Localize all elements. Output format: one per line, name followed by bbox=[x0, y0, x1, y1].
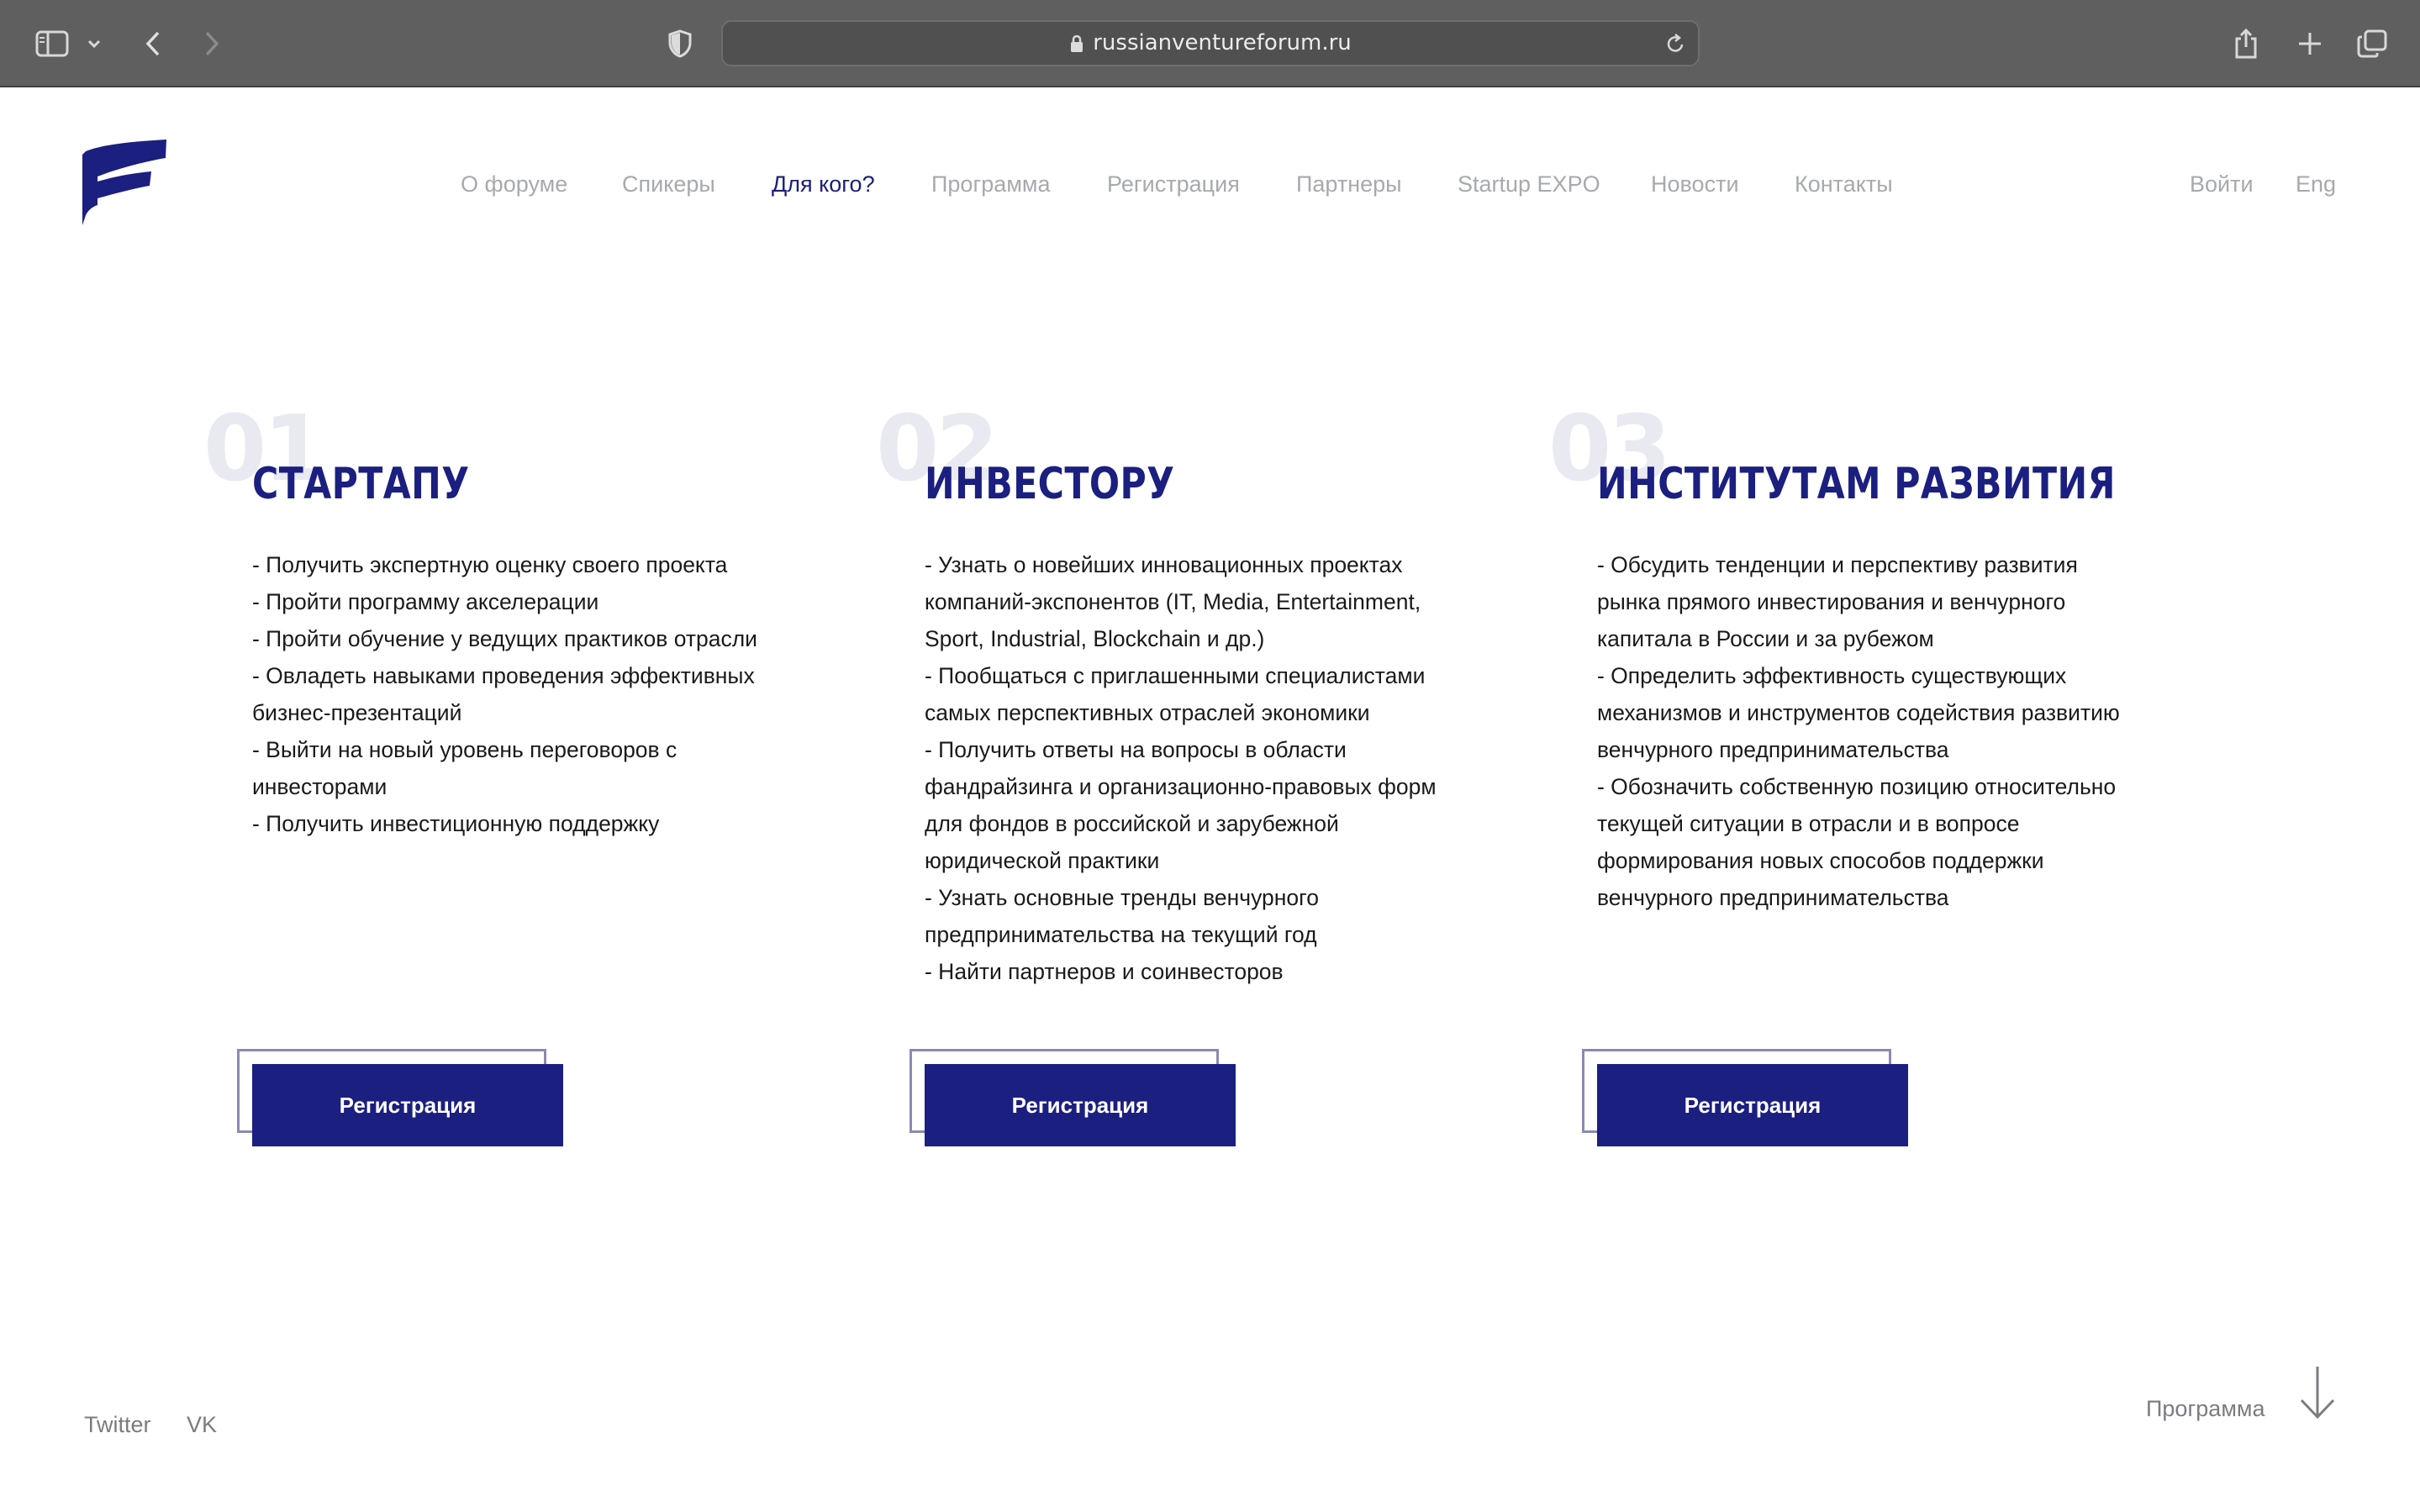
url-label: russianventureforum.ru bbox=[1093, 30, 1352, 55]
benefit-line: - Овладеть навыками проведения эффективных bbox=[252, 663, 755, 688]
register-button-group bbox=[909, 1049, 1237, 1146]
address-bar[interactable] bbox=[721, 20, 1700, 66]
nav-item-for-whom[interactable]: Для кого? bbox=[772, 171, 875, 197]
back-icon[interactable] bbox=[140, 22, 166, 66]
benefit-line: для фондов в российской и зарубежной bbox=[925, 811, 1339, 836]
reload-icon[interactable] bbox=[1664, 32, 1686, 55]
benefit-line: - Пройти обучение у ведущих практиков отрасли bbox=[252, 626, 757, 651]
column-title: ИНСТИТУТАМ РАЗВИТИЯ bbox=[1597, 459, 2116, 509]
benefit-line: капитала в России и за рубежом bbox=[1597, 626, 1934, 651]
forum-logo[interactable] bbox=[82, 140, 171, 225]
next-section-label[interactable]: Программа bbox=[2146, 1396, 2265, 1421]
login-link[interactable]: Войти bbox=[2190, 171, 2254, 197]
new-tab-icon[interactable] bbox=[2295, 22, 2325, 66]
forward-icon[interactable] bbox=[198, 22, 225, 66]
benefit-line: - Получить ответы на вопросы в области bbox=[925, 737, 1347, 762]
column-number: 01 bbox=[203, 397, 324, 502]
benefit-line: бизнес-презентаций bbox=[252, 700, 462, 725]
benefit-line: венчурного предпринимательства bbox=[1597, 737, 1949, 762]
lock-icon bbox=[1069, 34, 1084, 54]
nav-item-news[interactable]: Новости bbox=[1651, 171, 1739, 197]
benefit-line: - Узнать основные тренды венчурного bbox=[925, 885, 1319, 910]
audience-column-startup bbox=[203, 397, 792, 1160]
register-button-group bbox=[237, 1049, 565, 1146]
social-link-twitter[interactable]: Twitter bbox=[84, 1412, 151, 1437]
nav-item-about[interactable]: О форуме bbox=[461, 171, 568, 197]
nav-item-startup-expo[interactable]: Startup EXPO bbox=[1458, 171, 1600, 197]
tab-overview-icon[interactable] bbox=[2355, 22, 2389, 66]
benefit-line: рынка прямого инвестирования и венчурного bbox=[1597, 589, 2066, 614]
nav-item-program[interactable]: Программа bbox=[931, 171, 1051, 197]
benefit-line: - Определить эффективность существующих bbox=[1597, 663, 2067, 688]
benefit-line: фандрайзинга и организационно-правовых форм bbox=[925, 774, 1437, 799]
nav-item-registration[interactable]: Регистрация bbox=[1107, 171, 1240, 197]
column-title: ИНВЕСТОРУ bbox=[925, 459, 1175, 509]
language-switch[interactable]: Eng bbox=[2296, 171, 2337, 197]
benefit-line: текущей ситуации в отрасли и в вопросе bbox=[1597, 811, 2020, 836]
browser-toolbar bbox=[0, 0, 2420, 87]
benefit-line: механизмов и инструментов содействия развитию bbox=[1597, 700, 2120, 725]
column-number: 03 bbox=[1548, 397, 1669, 502]
benefit-line: - Пообщаться с приглашенными специалистами bbox=[925, 663, 1426, 688]
sidebar-toggle-icon[interactable] bbox=[34, 22, 71, 66]
nav-item-speakers[interactable]: Спикеры bbox=[622, 171, 715, 197]
benefit-line: - Обсудить тенденции и перспективу развития bbox=[1597, 552, 2078, 577]
register-button-investor[interactable]: Регистрация bbox=[925, 1064, 1236, 1146]
benefit-line: инвесторами bbox=[252, 774, 388, 799]
benefits-list bbox=[925, 546, 1479, 990]
nav-item-contacts[interactable]: Контакты bbox=[1795, 171, 1893, 197]
register-button-group bbox=[1582, 1049, 1910, 1146]
benefits-list bbox=[252, 546, 807, 842]
benefit-line: - Получить экспертную оценку своего проекта bbox=[252, 552, 728, 577]
benefit-line: Sport, Industrial, Blockchain и др.) bbox=[925, 626, 1265, 651]
benefit-line: - Пройти программу акселерации bbox=[252, 589, 599, 614]
benefit-line: формирования новых способов поддержки bbox=[1597, 848, 2044, 873]
privacy-shield-icon[interactable] bbox=[666, 22, 694, 66]
audience-column-institutions bbox=[1548, 397, 2137, 1160]
url-text bbox=[723, 22, 1698, 65]
nav-item-partners[interactable]: Партнеры bbox=[1296, 171, 1402, 197]
arrow-down-icon[interactable] bbox=[2298, 1365, 2337, 1425]
audience-column-investor bbox=[876, 397, 1464, 1160]
social-link-vk[interactable]: VK bbox=[187, 1412, 218, 1437]
benefit-line: - Обозначить собственную позицию относительно bbox=[1597, 774, 2117, 799]
benefits-list bbox=[1597, 546, 2152, 916]
register-button-institutions[interactable]: Регистрация bbox=[1597, 1064, 1908, 1146]
benefit-line: - Выйти на новый уровень переговоров с bbox=[252, 737, 677, 762]
benefit-line: предпринимательства на текущий год bbox=[925, 922, 1317, 947]
column-title: СТАРТАПУ bbox=[252, 459, 470, 509]
benefit-line: венчурного предпринимательства bbox=[1597, 885, 1949, 910]
share-icon[interactable] bbox=[2231, 22, 2261, 66]
benefit-line: самых перспективных отраслей экономики bbox=[925, 700, 1370, 725]
register-button-startup[interactable]: Регистрация bbox=[252, 1064, 563, 1146]
column-number: 02 bbox=[876, 397, 996, 502]
benefit-line: юридической практики bbox=[925, 848, 1160, 873]
benefit-line: - Получить инвестиционную поддержку bbox=[252, 811, 660, 836]
benefit-line: - Найти партнеров и соинвесторов bbox=[925, 959, 1284, 984]
benefit-line: - Узнать о новейших инновационных проектах bbox=[925, 552, 1403, 577]
benefit-line: компаний-экспонентов (IT, Media, Entertainment, bbox=[925, 589, 1421, 614]
chevron-down-icon[interactable] bbox=[84, 22, 104, 66]
